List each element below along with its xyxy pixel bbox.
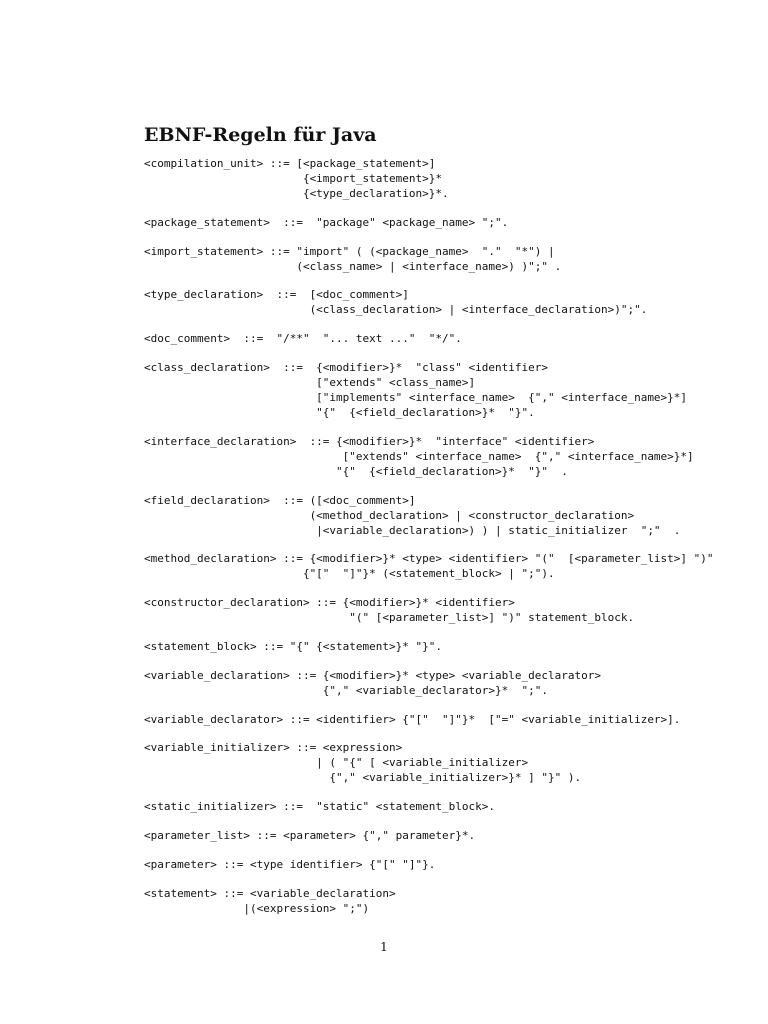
rule-statement-block: <statement_block> ::= "{" {<statement>}* "}". <box>144 639 443 653</box>
rule-variable-declaration: <variable_declaration> ::= {<modifier>}* <type> <variable_declarator> {"," <variable_declarator>}* ";". <box>144 668 601 697</box>
rule-parameter-list: <parameter_list> ::= <parameter> {"," parameter}*. <box>144 828 476 842</box>
rule-field-declaration: <field_declaration> ::= ([<doc_comment>] (<method_declaration> | <constructor_declaration> |<variable_declaration>) ) | static_initializer ";" . <box>144 493 681 537</box>
rule-compilation-unit: <compilation_unit> ::= [<package_statement>] {<import_statement>}* {<type_declaration>}*. <box>144 157 449 200</box>
rule-package-statement: <package_statement> ::= "package" <package_name> ";". <box>144 215 509 229</box>
rule-type-declaration: <type_declaration> ::= [<doc_comment>] (<class_declaration> | <interface_declaration>)";". <box>144 288 648 317</box>
rule-parameter: <parameter> ::= <type identifier> {"[" "]"}. <box>144 857 436 871</box>
rule-doc-comment: <doc_comment> ::= "/**" "... text ..." "*/". <box>144 332 462 346</box>
rule-static-initializer: <static_initializer> ::= "static" <statement_block>. <box>144 800 495 814</box>
rule-interface-declaration: <interface_declaration> ::= {<modifier>}* "interface" <identifier> ["extends" <interface_name> {"," <interface_name>}*] "{" {<field_declaration>}* "}" . <box>144 434 694 478</box>
rule-variable-declarator: <variable_declarator> ::= <identifier> {"[" "]"}* ["=" <variable_initializer>]. <box>144 712 681 726</box>
page-title: EBNF-Regeln für Java <box>144 124 377 146</box>
page-number: 1 <box>380 940 388 954</box>
rule-constructor-declaration: <constructor_declaration> ::= {<modifier>}* <identifier> "(" [<parameter_list>] ")" statement_block. <box>144 596 635 625</box>
ebnf-rule-list <box>144 156 744 929</box>
rule-import-statement: <import_statement> ::= "import" ( (<package_name> "." "*") | (<class_name> | <interface_name>) )";" . <box>144 244 562 273</box>
rule-class-declaration: <class_declaration> ::= {<modifier>}* "class" <identifier> ["extends" <class_name>] ["implements" <interface_name> {"," <interface_name>}*] "{" {<field_declaration>}* "}". <box>144 360 688 419</box>
rule-method-declaration: <method_declaration> ::= {<modifier>}* <type> <identifier> "(" [<parameter_list>] ")" {"[" "]"}* (<statement_block> | ";"). <box>144 552 714 581</box>
rule-statement: <statement> ::= <variable_declaration> |(<expression> ";") <box>144 886 396 915</box>
rule-variable-initializer: <variable_initializer> ::= <expression> | ( "{" [ <variable_initializer> {"," <variable_initializer>}* ] "}" ). <box>144 741 582 785</box>
